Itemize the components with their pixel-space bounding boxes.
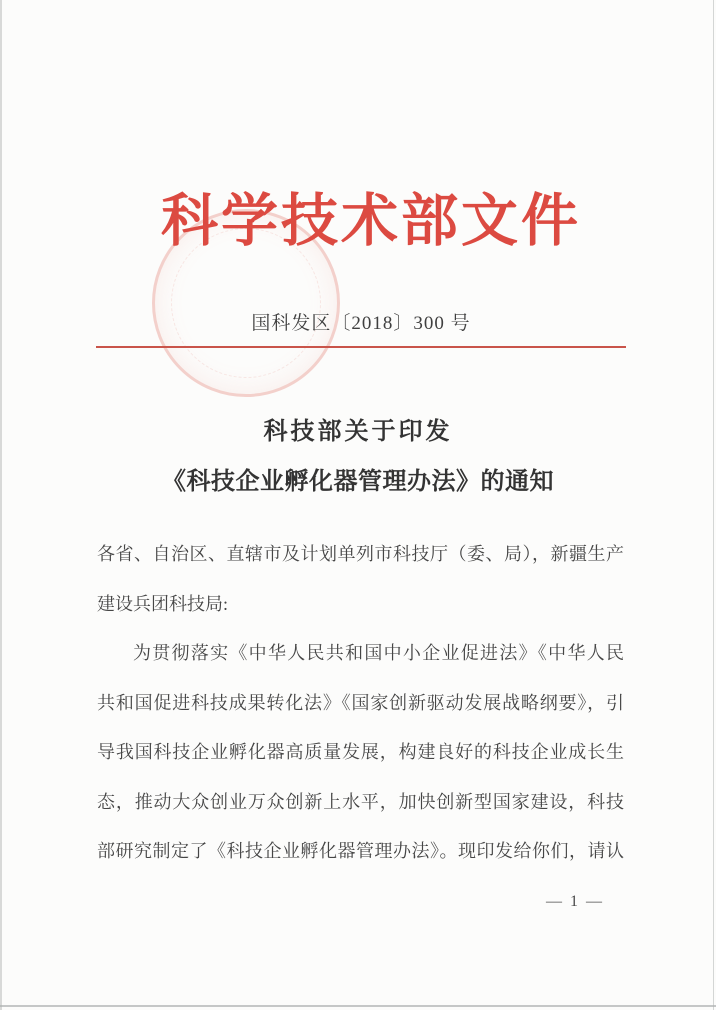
scan-edge-bottom <box>0 1005 716 1007</box>
document-title-line-2: 《科技企业孵化器管理办法》的通知 <box>162 468 554 495</box>
body-line-paragraph-1: 为贯彻落实《中华人民共和国中小企业促进法》《中华人民 <box>133 643 624 663</box>
document-body <box>97 530 624 877</box>
page-number: — 1 — <box>546 893 604 910</box>
body-line-paragraph-4: 态，推动大众创业万众创新上水平，加快创新型国家建设，科技 <box>97 791 624 812</box>
body-line-paragraph-5: 部研究制定了《科技企业孵化器管理办法》。现印发给你们，请认 <box>97 841 624 861</box>
body-line-salutation-2: 建设兵团科技局: <box>97 593 229 614</box>
body-line-paragraph-3: 导我国科技企业孵化器高质量发展，构建良好的科技企业成长生 <box>97 742 624 762</box>
red-divider-line <box>96 346 626 348</box>
document-number: 国科发区〔2018〕300 号 <box>251 313 471 334</box>
document-title-line-1: 科技部关于印发 <box>263 418 453 445</box>
document-title <box>0 407 716 507</box>
body-line-paragraph-2: 共和国促进科技成果转化法》《国家创新驱动发展战略纲要》，引 <box>97 692 624 713</box>
body-line-salutation-1: 各省、自治区、直辖市及计划单列市科技厅（委、局），新疆生产 <box>97 544 624 564</box>
document-header-title: 科学技术部文件 <box>161 189 581 253</box>
